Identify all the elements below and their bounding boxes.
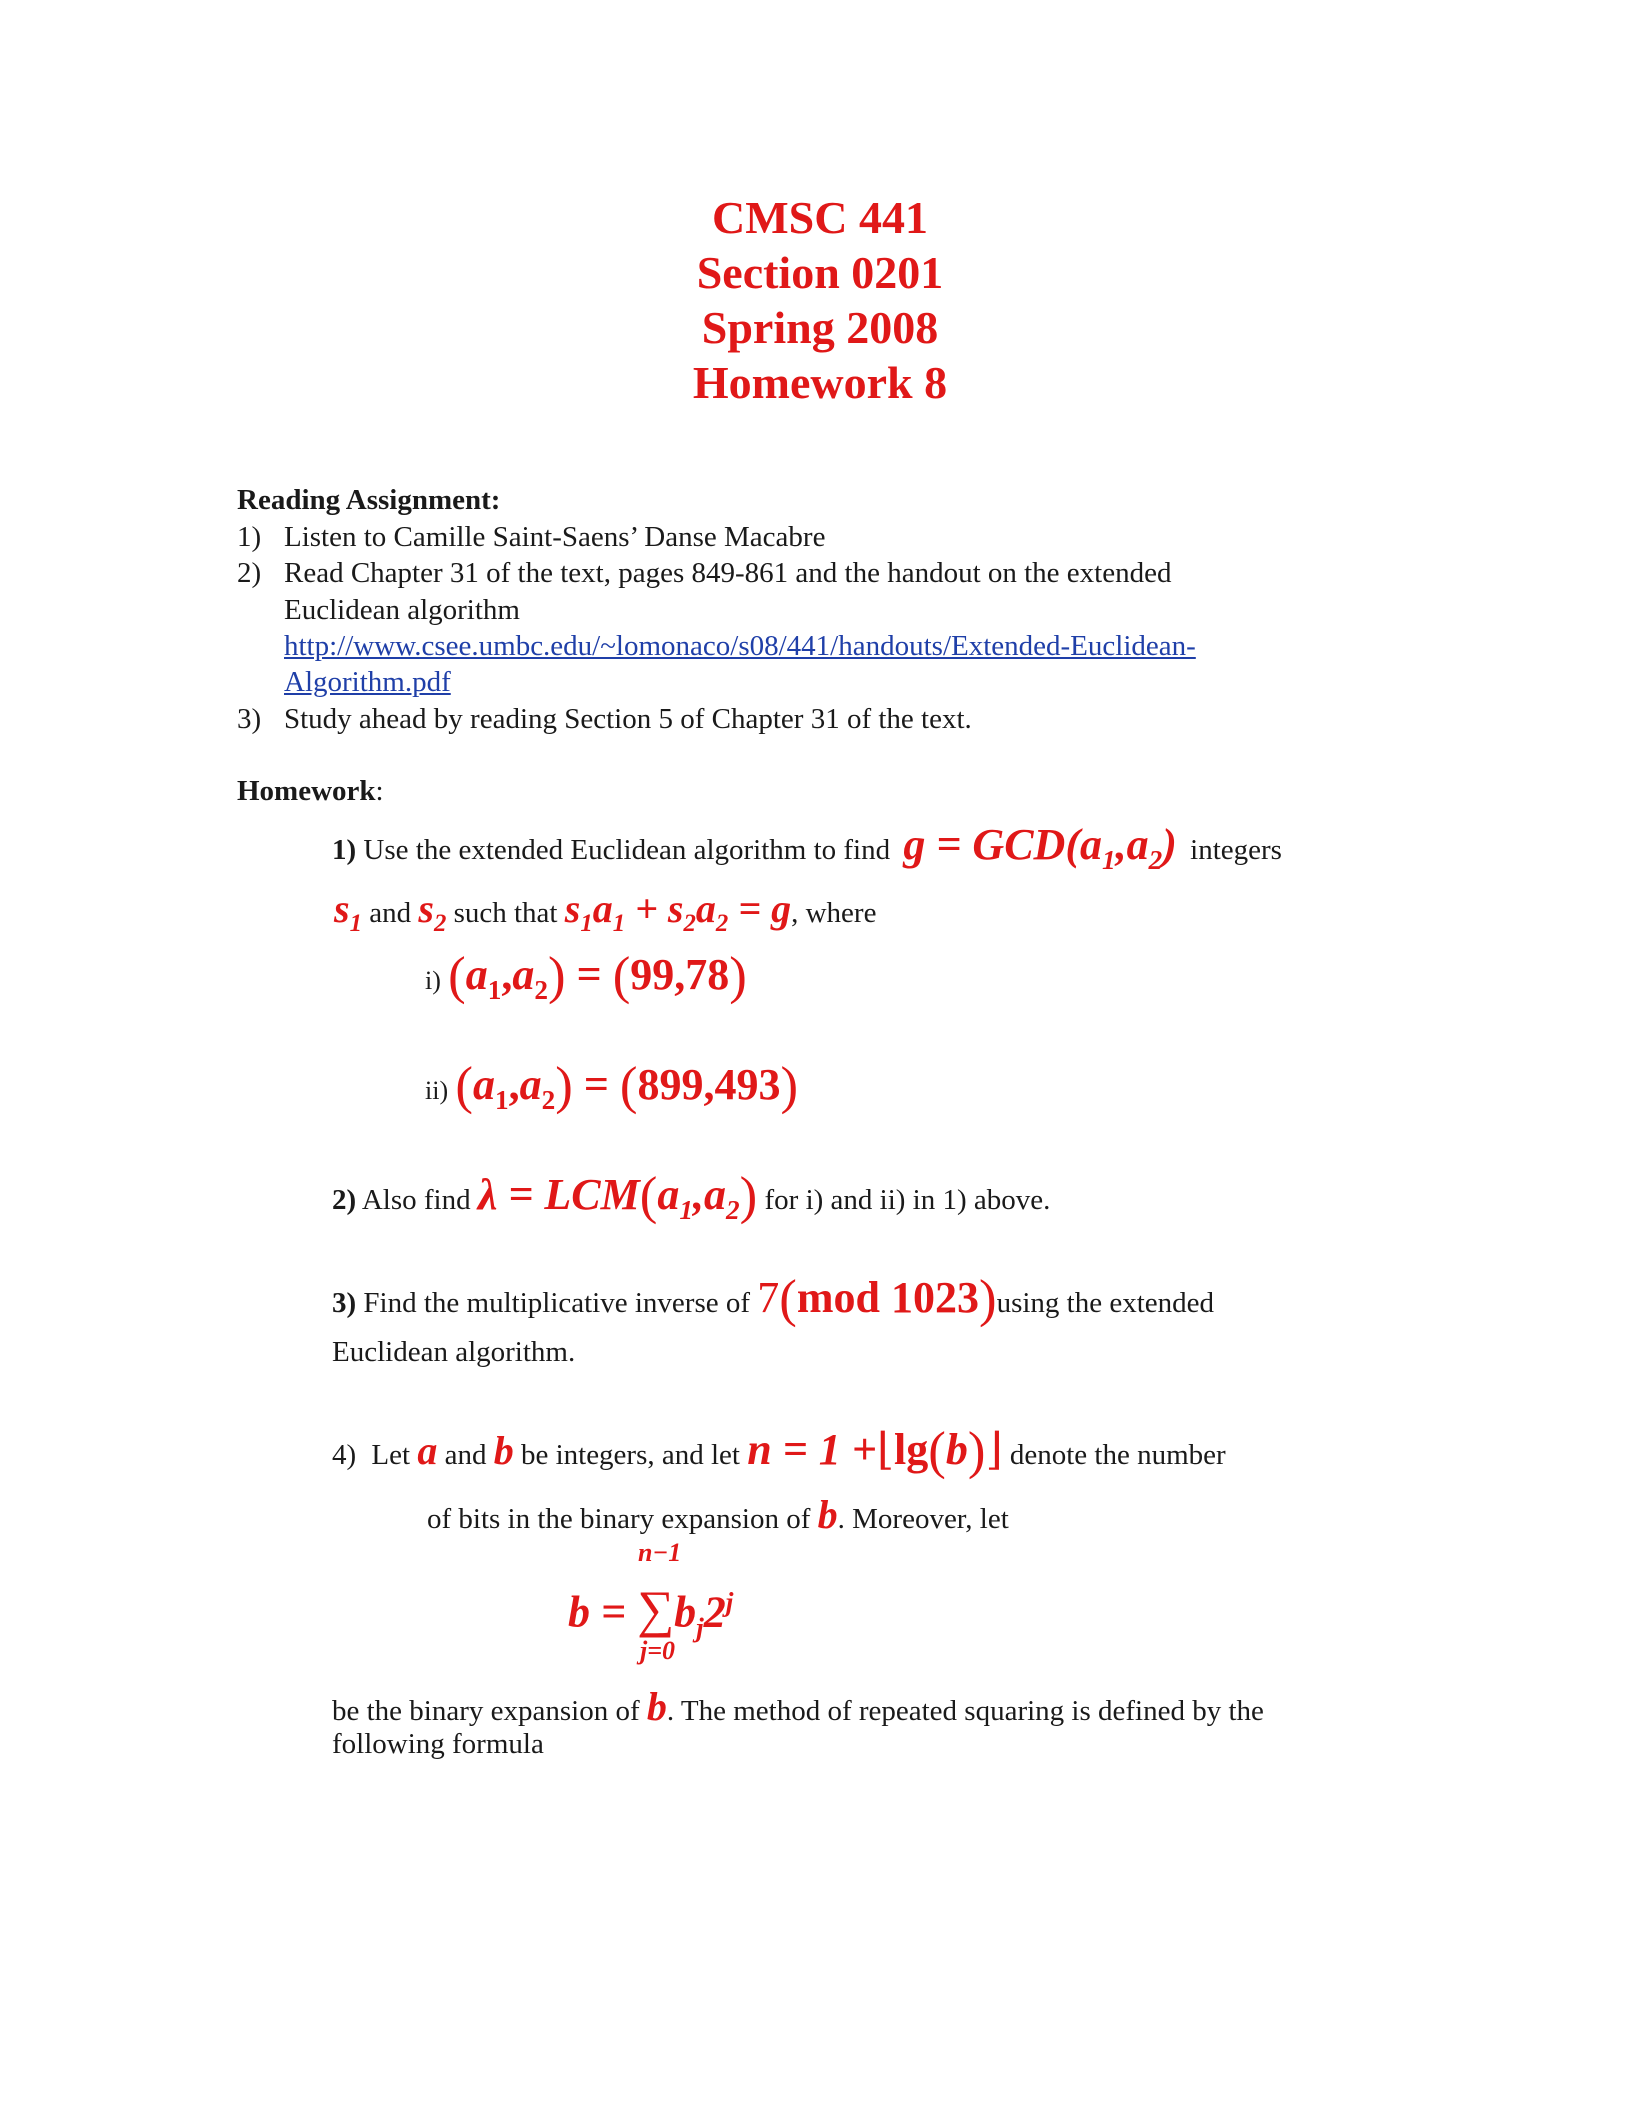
problem-4-moreover: . Moreover, let [837,1503,1009,1535]
gcd-formula-head: g = GCD(a [903,820,1102,869]
problem-3-line1 [332,1268,1214,1333]
case-i-values: 99,78 [630,950,730,999]
problem-4-let: Let [371,1439,411,1471]
case-ii-formula: $(a_1,a_2) = (899,493)$ [455,1057,799,1115]
sum-lower-limit: j=0 [640,1636,676,1665]
problem-1-case-i [425,945,747,1020]
problem-4-num: 4) [332,1439,357,1471]
bit-count-formula: n = 1 +⌊lg(b)⌋ [747,1422,1003,1480]
var-b: b [493,1428,514,1473]
homework-heading [237,773,384,810]
reading-item-1: Listen to Camille Saint-Saens’ Danse Macabre [284,521,826,553]
section-title: Section 0201 [696,247,944,298]
problem-4-and: and [444,1439,487,1471]
homework-heading-colon: : [375,775,384,807]
problem-4-line2 [427,1490,1009,1544]
problem-4-be: be the binary expansion of [332,1695,640,1727]
problem-2-num: 2) [332,1184,357,1216]
var-b-3: b [646,1684,667,1729]
problem-1-line1 [332,820,1282,885]
reading-item-2: Read Chapter 31 of the text, pages 849-861 and the handout on the extended [284,557,1172,589]
problem-1-line2 [334,884,876,949]
lcm-formula: $\lambda = LCM(a_1,a_2)$ [477,1167,758,1225]
problem-2-text-tail: for i) and ii) in 1) above. [764,1184,1051,1216]
case-i-label: i) [425,966,441,995]
problem-4-denote: denote the number [1009,1439,1226,1471]
sum-upper-limit: n−1 [638,1538,682,1567]
bit-count-head: n = 1 + [747,1425,877,1474]
reading-item-3-num: 3) [237,703,262,735]
var-a: a [417,1428,438,1473]
case-ii-values: 899,493 [637,1060,781,1109]
problem-2 [332,1165,1050,1240]
gcd-formula: $g = GCD(a_1,a_2)$ [903,820,1177,875]
case-i-formula: $(a_1,a_2) = (99,78)$ [448,947,747,1005]
problem-1-integers: integers [1190,834,1282,866]
homework-heading-label: Homework [237,775,376,807]
reading-item-1-num: 1) [237,521,262,553]
bezout-formula: $s_1a_1 + s_2a_2 = g$ [564,886,792,937]
problem-1-text: Use the extended Euclidean algorithm to find [363,834,891,866]
problem-1-case-ii [425,1055,798,1130]
mod-formula-modulus: mod 1023 [796,1273,979,1322]
reading-heading: Reading Assignment: [237,484,501,516]
lg-label: lg [894,1425,929,1474]
problem-4-integers: be integers, and let [520,1439,740,1471]
lcm-formula-head: λ = LCM [477,1170,640,1219]
problem-1-such-that: such that [453,897,558,929]
handout-link-line1[interactable]: http://www.csee.umbc.edu/~lomonaco/s08/441/handouts/Extended-Euclidean- [284,630,1196,662]
problem-3-line2: Euclidean algorithm. [332,1336,576,1368]
sum-formula: $b = \sum b_j2^j$ [568,1581,734,1643]
problem-3-num: 3) [332,1287,357,1319]
problem-4-line1 [332,1420,1226,1485]
assignment-title: Homework 8 [692,357,948,408]
reading-item-2-cont: Euclidean algorithm [284,594,520,626]
problem-1-where: , where [791,897,877,929]
title-block [0,190,1640,410]
var-b-2: b [817,1492,838,1537]
var-s1: $s_1$ [334,886,362,937]
mod-formula-seven: 7 [757,1273,780,1322]
case-ii-label: ii) [425,1076,449,1105]
problem-4-method: . The method of repeated squaring is defined by the [666,1695,1264,1727]
var-s2: $s_2$ [418,886,447,937]
term-title: Spring 2008 [701,302,939,353]
reading-item-3: Study ahead by reading Section 5 of Chapter 31 of the text. [284,703,972,735]
problem-4-line4: following formula [332,1728,544,1760]
problem-3-text-tail: using the extended [996,1287,1215,1319]
handout-link-line2[interactable]: Algorithm.pdf [284,666,451,698]
problem-4-bits: of bits in the binary expansion of [427,1503,811,1535]
problem-2-text: Also find [361,1184,471,1216]
problem-1-num: 1) [332,834,357,866]
problem-3-text: Find the multiplicative inverse of [363,1287,751,1319]
course-title: CMSC 441 [712,192,928,243]
problem-1-and: and [369,897,412,929]
mod-formula: 7(mod 1023) [757,1270,997,1328]
reading-item-2-num: 2) [237,557,262,589]
